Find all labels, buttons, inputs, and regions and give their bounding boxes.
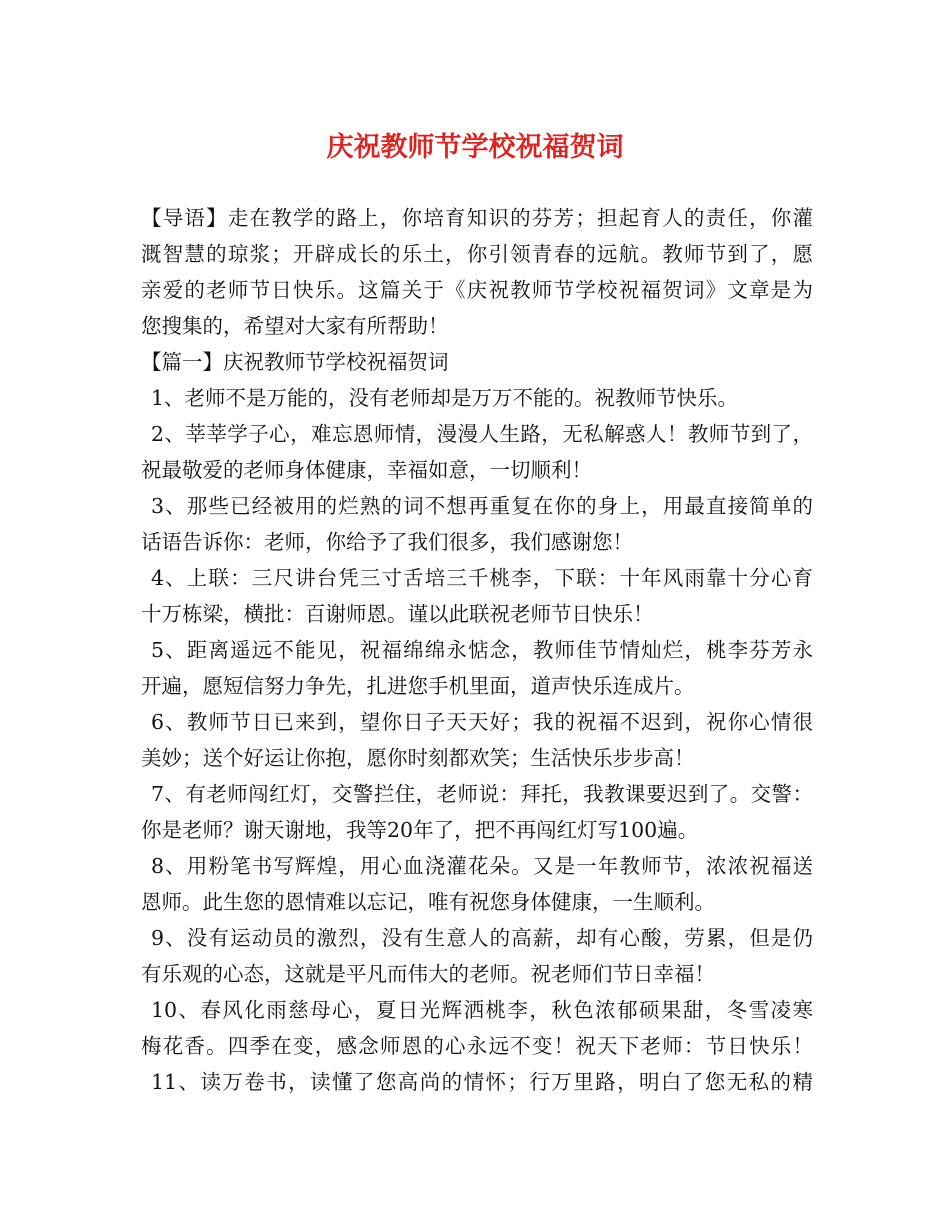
item-5-line-2: 开遍，愿短信努力争先，扎进您手机里面，道声快乐连成片。 (141, 674, 695, 698)
item-2-line-1: 2、莘莘学子心，难忘恩师情，漫漫人生路，无私解惑人！教师节到了， (151, 422, 813, 446)
item-8-line-1: 8、用粉笔书写辉煌，用心血浇灌花朵。又是一年教师节，浓浓祝福送 (151, 854, 813, 878)
intro-line-3: 亲爱的老师节日快乐。这篇关于《庆祝教师节学校祝福贺词》文章是为 (141, 278, 813, 302)
document-title: 庆祝教师节学校祝福贺词 (326, 132, 624, 163)
section-heading: 【篇一】庆祝教师节学校祝福贺词 (141, 350, 449, 374)
intro-line-1: 【导语】走在教学的路上，你培育知识的芬芳；担起育人的责任，你灌 (141, 206, 813, 230)
item-10-line-1: 10、春风化雨慈母心，夏日光辉洒桃李，秋色浓郁硕果甜，冬雪凌寒 (151, 998, 813, 1022)
intro-line-4: 您搜集的，希望对大家有所帮助！ (141, 314, 449, 338)
item-10-line-2: 梅花香。四季在变，感念师恩的心永远不变！祝天下老师：节日快乐！ (141, 1034, 813, 1058)
item-4-line-2: 十万栋梁，横批：百谢师恩。谨以此联祝老师节日快乐！ (141, 602, 654, 626)
item-11-line-1: 11、读万卷书，读懂了您高尚的情怀；行万里路，明白了您无私的精 (151, 1070, 813, 1094)
item-3-line-1: 3、那些已经被用的烂熟的词不想再重复在你的身上，用最直接简单的 (151, 494, 813, 518)
item-6-line-1: 6、教师节日已来到，望你日子天天好；我的祝福不迟到，祝你心情很 (151, 710, 813, 734)
document-body (141, 200, 813, 1100)
intro-line-2: 溉智慧的琼浆；开辟成长的乐土，你引领青春的远航。教师节到了，愿 (141, 242, 813, 266)
item-7-line-1: 7、有老师闯红灯，交警拦住，老师说：拜托，我教课要迟到了。交警： (151, 782, 813, 806)
item-8-line-2: 恩师。此生您的恩情难以忘记，唯有祝您身体健康，一生顺利。 (141, 890, 715, 914)
item-2-line-2: 祝最敬爱的老师身体健康，幸福如意，一切顺利！ (141, 458, 592, 482)
item-9-line-1: 9、没有运动员的激烈，没有生意人的高薪，却有心酸，劳累，但是仍 (151, 926, 813, 950)
item-5-line-1: 5、距离遥远不能见，祝福绵绵永惦念，教师佳节情灿烂，桃李芬芳永 (151, 638, 813, 662)
item-7-line-2: 你是老师？谢天谢地，我等20年了，把不再闯红灯写100遍。 (141, 818, 699, 842)
item-1-line-1: 1、老师不是万能的，没有老师却是万万不能的。祝教师节快乐。 (151, 386, 739, 410)
item-3-line-2: 话语告诉你：老师，你给予了我们很多，我们感谢您！ (141, 530, 633, 554)
item-9-line-2: 有乐观的心态，这就是平凡而伟大的老师。祝老师们节日幸福！ (141, 962, 715, 986)
item-6-line-2: 美妙；送个好运让你抱，愿你时刻都欢笑；生活快乐步步高！ (141, 746, 695, 770)
item-4-line-1: 4、上联：三尺讲台凭三寸舌培三千桃李，下联：十年风雨靠十分心育 (151, 566, 813, 590)
